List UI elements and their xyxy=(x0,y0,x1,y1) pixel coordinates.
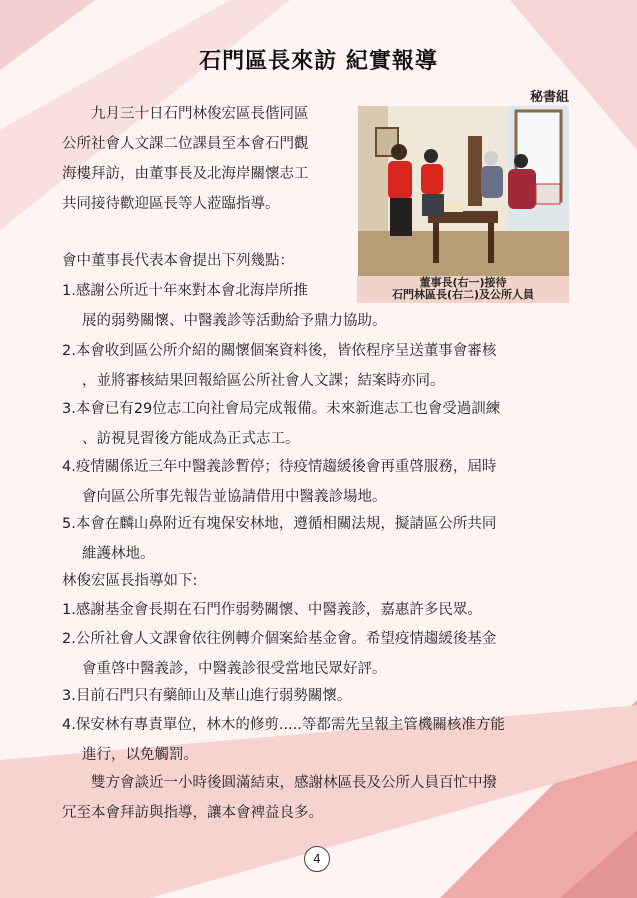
item-line: 會向區公所事先報告並協請借用中醫義診場地。 xyxy=(82,489,387,505)
intro-line: 九月三十日石門林俊宏區長偕同區 xyxy=(62,106,309,122)
list-item xyxy=(62,681,582,711)
photo-caption xyxy=(357,276,569,303)
item-line: 1.感謝基金會長期在石門作弱勢關懷、中醫義診，嘉惠許多民眾。 xyxy=(62,602,482,618)
list-item xyxy=(62,509,582,569)
closing-paragraph xyxy=(62,768,582,828)
list-item xyxy=(62,595,582,625)
item-line: 展的弱勢關懷、中醫義診等活動給予鼎力協助。 xyxy=(82,313,387,329)
item-line: 進行，以免觸罰。 xyxy=(82,747,198,763)
list-item xyxy=(62,710,582,770)
meeting-photo xyxy=(358,106,569,276)
item-line: 2.公所社會人文課會依往例轉介個案給基金會。希望疫情趨緩後基金 xyxy=(62,631,497,647)
list-item xyxy=(62,452,582,512)
intro-line: 海樓拜訪，由董事長及北海岸關懷志工 xyxy=(62,166,309,182)
list-item xyxy=(62,276,342,306)
item-line: 、訪視見習後方能成為正式志工。 xyxy=(82,431,300,447)
list-item xyxy=(62,394,582,454)
list-item xyxy=(62,336,582,396)
section1-heading: 會中董事長代表本會提出下列幾點： xyxy=(62,253,294,269)
list-item xyxy=(62,306,582,336)
item-line: 2.本會收到區公所介紹的關懷個案資料後，皆依程序呈送董事會審核 xyxy=(62,343,497,359)
item-line: 1.感謝公所近十年來對本會北海岸所推 xyxy=(62,283,308,299)
item-line: 維護林地。 xyxy=(82,546,155,562)
intro-line: 公所社會人文課二位課員至本會石門觀 xyxy=(62,136,309,152)
caption-line: 董事長(右一)接待 xyxy=(419,276,507,289)
item-line: 3.目前石門只有藥師山及華山進行弱勢關懷。 xyxy=(62,688,352,704)
closing-line: 冗至本會拜訪與指導，讓本會裨益良多。 xyxy=(62,805,323,821)
item-line: ，並將審核結果回報給區公所社會人文課；結案時亦同。 xyxy=(82,373,445,389)
page-title: 石門區長來訪 紀實報導 xyxy=(199,49,438,74)
section2-heading: 林俊宏區長指導如下: xyxy=(62,573,198,589)
intro-line: 共同接待歡迎區長等人蒞臨指導。 xyxy=(62,196,280,212)
item-line: 5.本會在麟山鼻附近有塊保安林地，遵循相關法規，擬請區公所共同 xyxy=(62,516,497,532)
department-label: 秘書組 xyxy=(529,90,569,105)
item-line: 4.保安林有專責單位，林木的修剪.....等都需先呈報主管機關核准方能 xyxy=(62,717,505,733)
caption-line: 石門林區長(右二)及公所人員 xyxy=(391,288,535,301)
list-item xyxy=(62,624,582,684)
page-number: 4 xyxy=(304,846,330,872)
intro-paragraph xyxy=(62,99,352,219)
item-line: 會重啓中醫義診，中醫義診很受當地民眾好評。 xyxy=(82,661,387,677)
item-line: 3.本會已有29位志工向社會局完成報備。未來新進志工也會受過訓練 xyxy=(62,401,501,417)
item-line: 4.疫情關係近三年中醫義診暫停；待疫情趨緩後會再重啓服務，屆時 xyxy=(62,459,497,475)
closing-line: 雙方會談近一小時後圓滿結束，感謝林區長及公所人員百忙中撥 xyxy=(62,775,497,791)
